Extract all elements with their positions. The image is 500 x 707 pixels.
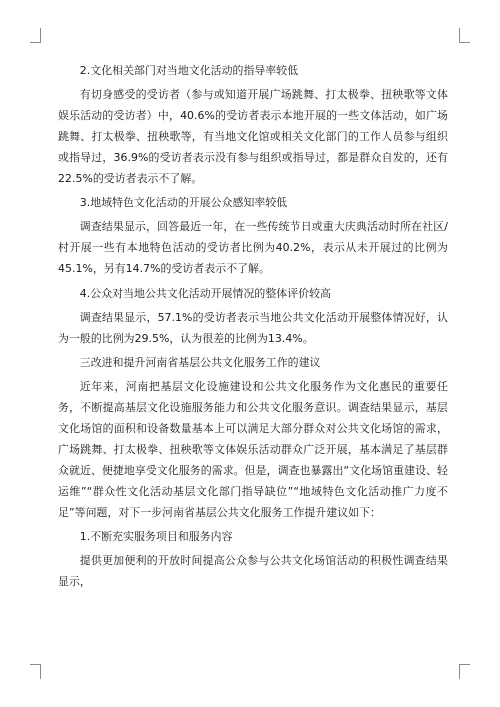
crop-mark-bottom-right [459,664,470,679]
paragraph-local-activities: 调查结果显示，回答最近一年，在一些传统节日或重大庆典活动时所在社区/村开展一些有本地特色活动的受访者比例为40.2%，表示从未开展过的比例为45.1%，另有14.7%的受访者表示不了解。 [58,220,448,275]
crop-mark-top-left [30,28,41,43]
paragraph-guidance-findings: 有切身感受的受访者（参与或知道开展广场跳舞、打太极拳、扭秧歌等文体娱乐活动的受访者）中，40.6%的受访者表示本地开展的一些文体活动，如广场跳舞、打太极拳、扭秧歌等，有当地文化馆或相关文化部门的工作人员参与组织或指导过，36.9%的受访者表示没有参与组织或指导过，都是群众自发的，还有22.5%的受访者表示不了解。 [58,88,448,185]
crop-mark-top-right [459,28,470,43]
heading-local-activities: 3.地域特色文化活动的开展公众感知率较低 [79,196,288,209]
section-heading-recommendations: 三改进和提升河南省基层公共文化服务工作的建议 [79,356,321,369]
paragraph-recommendations-intro: 近年来，河南把基层文化设施建设和公共文化服务作为文化惠民的重要任务，不断提高基层文化设施服务能力和公共文化服务意识。调查结果显示，基层文化场馆的面积和设备数量基本上可以满足大部分群众对公共文化场馆的需求，广场跳舞、打太极拳、扭秧歌等文体娱乐活动群众广泛开展，基本满足了基层群众就近、便捷地享受文化服务的需求。但是，调查也暴露出“文化场馆重建设、轻运维”“群众性文化活动基层文化部门指导缺位”“地域特色文化活动推广力度不足”等问题，对下一步河南省基层公共文化服务工作提升建议如下： [58,380,448,519]
heading-overall-evaluation: 4.公众对当地公共文化活动开展情况的整体评价较高 [79,287,331,300]
heading-guidance-rate: 2.文化相关部门对当地文化活动的指导率较低 [79,64,299,77]
page-body [58,60,448,592]
paragraph-overall-evaluation: 调查结果显示，57.1%的受访者表示当地公共文化活动开展整体情况好，认为一般的比例为29.5%，认为很差的比例为13.4%。 [58,311,448,345]
heading-service-items: 1.不断充实服务项目和服务内容 [79,530,233,543]
paragraph-opening-hours: 提供更加便利的开放时间提高公众参与公共文化场馆活动的积极性调查结果显示， [58,554,448,588]
crop-mark-bottom-left [30,664,41,679]
